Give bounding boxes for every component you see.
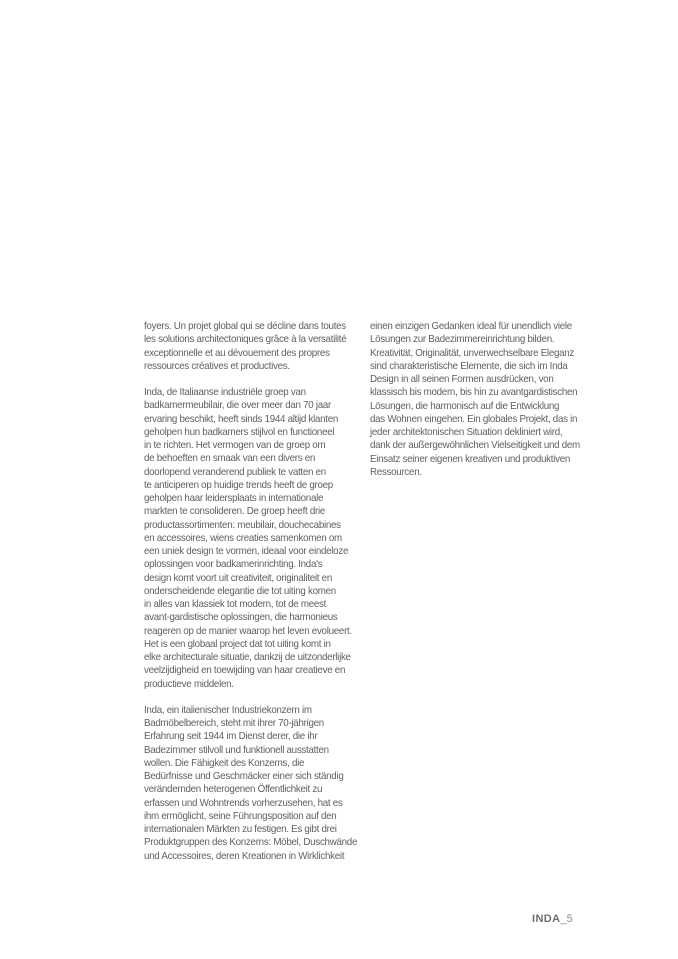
brand-name: INDA bbox=[532, 913, 561, 925]
text-line: exceptionnelle et au dévouement des propres bbox=[144, 347, 330, 359]
text-line: jeder architektonischen Situation dekliniert wird, bbox=[370, 427, 563, 438]
text-line: einen einzigen Gedanken ideal für unendlich viele bbox=[370, 321, 572, 332]
text-line: geholpen haar leidersplaats in internationale bbox=[144, 493, 324, 504]
text-line: les solutions architectoniques grâce à la versatilité bbox=[144, 334, 347, 346]
text-line: Lösungen, die harmonisch auf die Entwicklung bbox=[370, 400, 560, 412]
text-line: ihm ermöglicht, seine Führungsposition auf den bbox=[144, 810, 337, 822]
text-line: Kreativität, Originalität, unverwechselbare Eleganz bbox=[370, 347, 575, 359]
text-line: design komt voort uit creativiteit, originaliteit en bbox=[144, 572, 332, 584]
text-line: badkamermeubilair, die over meer dan 70 jaar bbox=[144, 400, 332, 412]
text-line: wollen. Die Fähigkeit des Konzerns, die bbox=[144, 757, 305, 769]
text-line: ervaring beschikt, heeft sinds 1944 altijd klanten bbox=[144, 413, 339, 425]
text-line: Einsatz seiner eigenen kreativen und produktiven bbox=[370, 453, 571, 465]
paragraph-german-end bbox=[370, 320, 580, 479]
paragraph-dutch bbox=[144, 386, 352, 691]
text-line: verändernden heterogenen Öffentlichkeit zu bbox=[144, 784, 323, 796]
text-line: das Wohnen eingehen. Ein globales Projekt, das in bbox=[370, 413, 578, 425]
text-line: Badmöbelbereich, steht mit ihrer 70-jährigen bbox=[144, 718, 324, 729]
text-line: klassisch bis modern, bis hin zu avantgardistischen bbox=[370, 387, 578, 399]
text-line: in te richten. Het vermogen van de groep om bbox=[144, 440, 326, 451]
text-line: Lösungen zur Badezimmereinrichtung bilden. bbox=[370, 334, 555, 346]
page-footer bbox=[532, 912, 573, 926]
text-line: te anticiperen op huidige trends heeft de groep bbox=[144, 479, 333, 491]
text-line: Produktgruppen des Konzerns: Möbel, Duschwände bbox=[144, 837, 358, 849]
text-line: Erfahrung seit 1944 im Dienst derer, die ihr bbox=[144, 731, 318, 743]
text-line: een uniek design te vormen, ideaal voor eindeloze bbox=[144, 546, 349, 557]
text-line: oplossingen voor badkamerinrichting. Inda's bbox=[144, 559, 323, 571]
text-line: Inda, ein italienischer Industriekonzern im bbox=[144, 704, 312, 716]
text-line: veelzijdigheid en toewijding van haar creatieve en bbox=[144, 665, 346, 677]
text-line: Ressourcen. bbox=[370, 466, 422, 478]
paragraph-french-end bbox=[144, 320, 349, 373]
text-line: Badezimmer stilvoll und funktionell ausstatten bbox=[144, 744, 329, 756]
text-line: erfassen und Wohntrends vorherzusehen, hat es bbox=[144, 797, 343, 809]
text-line: elke architecturale situatie, dankzij de uitzonderlijke bbox=[144, 652, 351, 663]
text-line: und Accessoires, deren Kreationen in Wirklichkeit bbox=[144, 850, 345, 862]
text-line: doorlopend veranderend publiek te vatten en bbox=[144, 466, 326, 478]
text-line: Inda, de Italiaanse industriële groep van bbox=[144, 387, 306, 398]
text-line: foyers. Un projet global qui se décline dans toutes bbox=[144, 321, 346, 332]
text-line: ressources créatives et productives. bbox=[144, 360, 290, 372]
text-line: geholpen hun badkamers stijlvol en functioneel bbox=[144, 426, 335, 438]
right-text-column bbox=[370, 320, 580, 479]
text-line: reageren op de manier waarop het leven evolueert. bbox=[144, 625, 352, 637]
text-line: productassortimenten: meubilair, douchecabines bbox=[144, 519, 341, 531]
text-line: Het is een globaal project dat tot uiting komt in bbox=[144, 638, 331, 650]
text-line: Bedürfnisse und Geschmäcker einer sich ständig bbox=[144, 771, 344, 782]
text-line: en accessoires, wiens creaties samenkomen om bbox=[144, 532, 342, 544]
text-line: in alles van klassiek tot modern, tot de meest bbox=[144, 599, 327, 610]
footer-separator: _ bbox=[560, 913, 567, 925]
text-line: de behoeften en smaak van een divers en bbox=[144, 453, 316, 465]
text-line: dank der außergewöhnlichen Vielseitigkeit und dem bbox=[370, 440, 580, 452]
text-line: avant-gardistische oplossingen, die harmonieus bbox=[144, 612, 338, 624]
text-line: internationalen Märkten zu festigen. Es gibt drei bbox=[144, 824, 337, 835]
text-line: markten te consolideren. De groep heeft drie bbox=[144, 506, 326, 518]
left-text-column bbox=[144, 320, 358, 863]
text-line: onderscheidende elegantie die tot uiting komen bbox=[144, 585, 336, 597]
paragraph-german-start bbox=[144, 704, 358, 863]
page-number: 5 bbox=[566, 913, 573, 925]
text-line: sind charakteristische Elemente, die sich im Inda bbox=[370, 360, 568, 372]
text-line: productieve middelen. bbox=[144, 678, 234, 690]
text-line: Design in all seinen Formen ausdrücken, von bbox=[370, 374, 554, 385]
